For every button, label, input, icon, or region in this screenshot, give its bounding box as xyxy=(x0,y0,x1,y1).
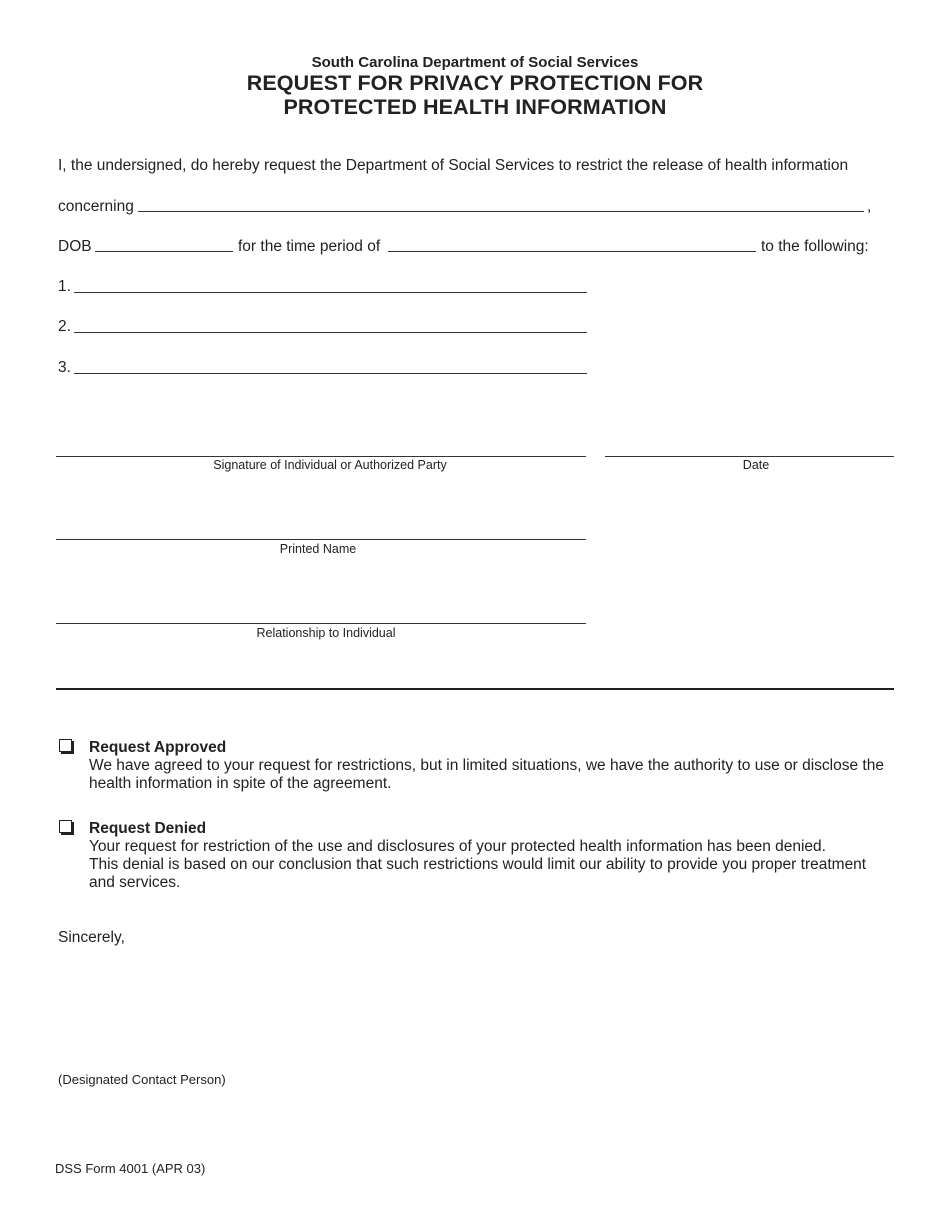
relationship-caption: Relationship to Individual xyxy=(256,626,396,640)
date-line[interactable] xyxy=(605,456,894,457)
approved-text: We have agreed to your request for restrictions, but in limited situations, we have the authority to use or disclose the health information in spite of the agreement. xyxy=(89,757,884,792)
denied-checkbox[interactable] xyxy=(59,820,72,833)
signature-line[interactable] xyxy=(56,456,586,457)
item-field-2[interactable] xyxy=(74,332,587,333)
designated-contact: (Designated Contact Person) xyxy=(58,1072,226,1087)
item-number-2: 2. xyxy=(58,318,71,335)
form-title-line-2: PROTECTED HEALTH INFORMATION xyxy=(283,95,667,119)
approved-checkbox[interactable] xyxy=(59,739,72,752)
item-field-3[interactable] xyxy=(74,373,587,374)
time-period-field[interactable] xyxy=(388,251,756,252)
approved-title: Request Approved xyxy=(89,739,227,756)
date-caption: Date xyxy=(742,458,770,472)
printed-name-line[interactable] xyxy=(56,539,586,540)
form-title-line-1: REQUEST FOR PRIVACY PROTECTION FOR xyxy=(246,71,704,95)
agency-name: South Carolina Department of Social Services xyxy=(311,54,639,71)
form-number: DSS Form 4001 (APR 03) xyxy=(55,1161,206,1176)
concerning-label: concerning xyxy=(58,198,134,215)
dob-label: DOB xyxy=(58,238,92,255)
concerning-comma: , xyxy=(867,198,872,215)
denied-title: Request Denied xyxy=(89,820,207,837)
printed-name-caption: Printed Name xyxy=(279,542,357,556)
denied-text-1: Your request for restriction of the use and disclosures of your protected health information has been denied. xyxy=(89,838,826,855)
time-period-label: for the time period of xyxy=(238,238,381,255)
request-intro: I, the undersigned, do hereby request the Department of Social Services to restrict the release of health information xyxy=(58,157,849,174)
sincerely: Sincerely, xyxy=(58,929,125,946)
approved-block xyxy=(89,739,889,793)
to-the-following-label: to the following: xyxy=(761,238,869,255)
item-field-1[interactable] xyxy=(74,292,587,293)
denied-block xyxy=(89,820,889,892)
concerning-field[interactable] xyxy=(138,211,864,212)
signature-caption: Signature of Individual or Authorized Party xyxy=(213,458,447,472)
item-number-1: 1. xyxy=(58,278,71,295)
section-divider xyxy=(56,688,894,690)
relationship-line[interactable] xyxy=(56,623,586,624)
dob-field[interactable] xyxy=(95,251,233,252)
item-number-3: 3. xyxy=(58,359,71,376)
denied-text-2: This denial is based on our conclusion that such restrictions would limit our ability to provide you proper treatment and services. xyxy=(89,856,867,891)
